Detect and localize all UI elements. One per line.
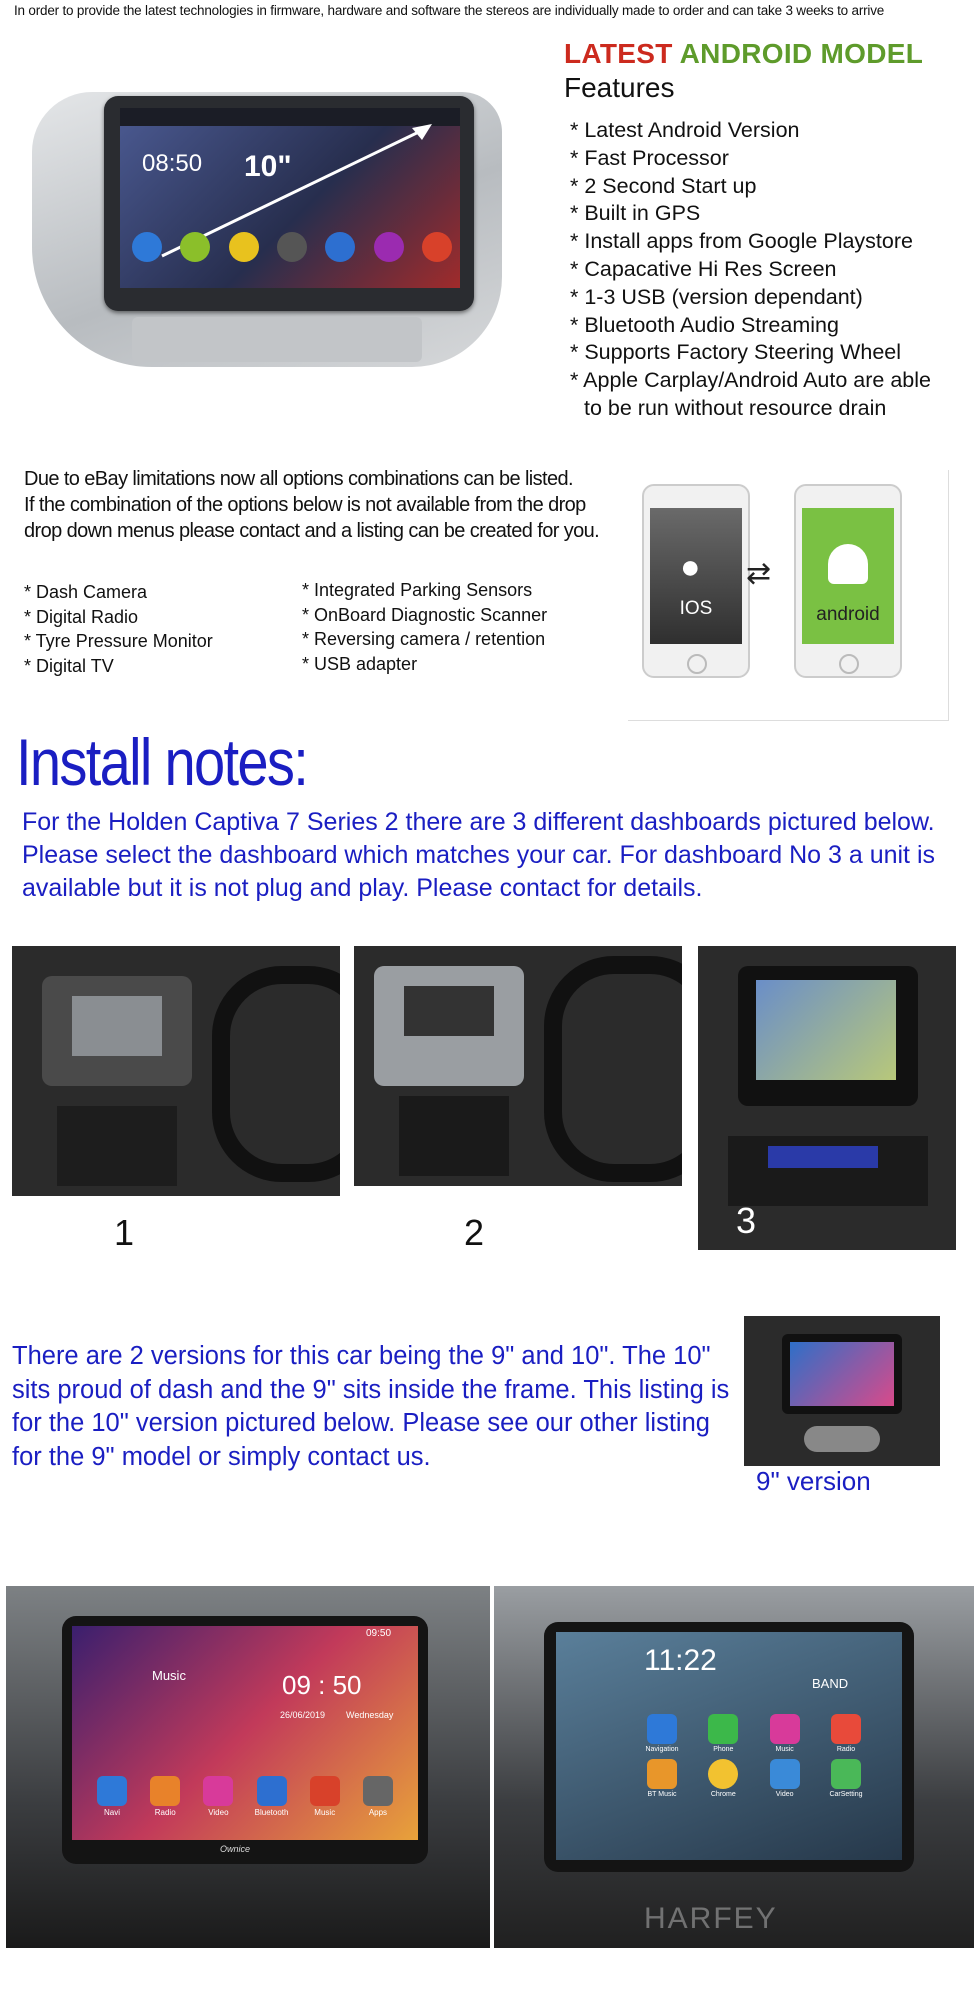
video-icon [374, 232, 404, 262]
phone-icon [708, 1714, 738, 1744]
ebay-line: drop down menus please contact and a listing can be created for you. [24, 520, 600, 542]
right-app-label: Navigation [645, 1746, 679, 1753]
left-app-row [90, 1776, 400, 1817]
ios-label: IOS [679, 598, 713, 619]
options-list-left [24, 580, 213, 678]
nine-inch-version-label: 9" version [756, 1466, 871, 1496]
ebay-line: If the combination of the options below is not available from the drop [24, 494, 586, 516]
screen-size-label: 10" [244, 150, 292, 183]
right-screen-clock: 11:22 [644, 1644, 717, 1677]
ios-phone [642, 484, 750, 678]
dashboard-number-1: 1 [114, 1212, 135, 1253]
settings-icon [422, 232, 452, 262]
right-app-label: Radio [836, 1746, 856, 1753]
bt-music-icon [647, 1759, 677, 1789]
android-robot-icon [828, 544, 868, 584]
feature-item: * Built in GPS [570, 201, 701, 226]
left-app-label: Apps [368, 1808, 388, 1817]
right-band-label: BAND [812, 1676, 849, 1691]
dashboard-number-3: 3 [736, 1200, 757, 1241]
dashboard-number-2: 2 [464, 1212, 485, 1253]
headline-latest: LATEST [564, 38, 673, 69]
screen-clock: 08:50 [142, 150, 203, 177]
left-screen-day: Wednesday [346, 1710, 394, 1720]
music-icon [770, 1714, 800, 1744]
right-app-grid [634, 1714, 874, 1798]
bluetooth-icon [325, 232, 355, 262]
android-label: android [816, 604, 880, 625]
hero-stereo-image [32, 92, 502, 367]
ios-android-image [628, 470, 949, 721]
apps-icon [277, 232, 307, 262]
right-app-label: Chrome [710, 1791, 736, 1798]
music-icon [229, 232, 259, 262]
harfey-watermark: HARFEY [644, 1902, 778, 1935]
left-brand-label: Ownice [220, 1844, 251, 1854]
left-screen-clock: 09 : 50 [282, 1670, 362, 1700]
feature-item: * Supports Factory Steering Wheel [570, 340, 902, 365]
ebay-line: Due to eBay limitations now all options combinations can be listed. [24, 468, 574, 490]
bluetooth-icon [257, 1776, 287, 1806]
headline-android-model: ANDROID MODEL [679, 38, 924, 69]
video-icon [770, 1759, 800, 1789]
apps-icon [363, 1776, 393, 1806]
dashboard-photo-1 [12, 946, 340, 1196]
music-icon [310, 1776, 340, 1806]
feature-item: * Capacative Hi Res Screen [570, 256, 837, 281]
feature-item: * Latest Android Version [570, 118, 800, 142]
options-list-right [302, 578, 547, 676]
feature-item: * Bluetooth Audio Streaming [570, 312, 839, 337]
left-app-label: Video [208, 1808, 229, 1817]
lower-dash-panel [132, 317, 422, 362]
left-music-label: Music [152, 1668, 186, 1683]
build-time-note: In order to provide the latest technologies in firmware, hardware and software the stereos are individually made to order and can take 3 weeks to arrive [14, 3, 885, 18]
option-item: * Reversing camera / retention [302, 629, 546, 649]
ten-inch-installed-photo-right [494, 1586, 974, 1948]
feature-item: * Fast Processor [570, 145, 729, 170]
features-headline [564, 38, 923, 70]
ebay-limitations-note [24, 466, 624, 544]
option-item: * OnBoard Diagnostic Scanner [302, 604, 548, 625]
feature-item: * 1-3 USB (version dependant) [570, 284, 863, 309]
feature-item: * Install apps from Google Playstore [570, 229, 913, 254]
right-app-label: Music [775, 1746, 794, 1753]
feature-item: * 2 Second Start up [570, 173, 757, 198]
navi-icon [97, 1776, 127, 1806]
right-app-label: Video [775, 1791, 794, 1798]
features-subtitle: Features [564, 72, 675, 103]
radio-icon [150, 1776, 180, 1806]
feature-item: * Apple Carplay/Android Auto are able [570, 368, 931, 393]
nine-inch-version-photo [744, 1316, 940, 1466]
left-app-label: Navi [103, 1808, 120, 1817]
car-setting-icon [831, 1759, 861, 1789]
features-list [570, 117, 931, 423]
left-app-label: Music [314, 1808, 336, 1817]
right-app-label: CarSetting [829, 1791, 863, 1798]
video-icon [203, 1776, 233, 1806]
navigation-icon [647, 1714, 677, 1744]
right-app-label: Phone [713, 1746, 734, 1753]
option-item: * Tyre Pressure Monitor [24, 631, 213, 651]
chrome-icon [708, 1759, 738, 1789]
navi-icon [132, 232, 162, 262]
left-app-label: Bluetooth [254, 1808, 289, 1817]
option-item: * Digital Radio [24, 606, 139, 627]
versions-text: There are 2 versions for this car being the 9" and 10". The 10" sits proud of dash and the 9" sits inside the frame. This listing is for the 10" version pictured below. Please see our other listing for the 9" model or simply contact us. [12, 1342, 730, 1471]
left-app-label: Radio [154, 1808, 176, 1817]
option-item: * USB adapter [302, 653, 418, 674]
left-screen-date: 26/06/2019 [280, 1710, 326, 1720]
option-item: * Digital TV [24, 655, 114, 676]
ten-inch-installed-photo-left [6, 1586, 490, 1948]
install-notes-text: For the Holden Captiva 7 Series 2 there are 3 different dashboards pictured below. Please select the dashboard which matches your car. For dashboard No 3 a unit is available but it is not plug and play. Please contact for details. [22, 808, 936, 902]
radio-icon [180, 232, 210, 262]
feature-item: to be run without resource drain [584, 395, 887, 420]
install-notes-title: Install notes: [16, 725, 308, 799]
dashboard-photo-2 [354, 946, 682, 1186]
left-status-time: 09:50 [366, 1628, 392, 1639]
radio-icon [831, 1714, 861, 1744]
right-app-label: BT Music [647, 1791, 677, 1798]
option-item: * Integrated Parking Sensors [302, 580, 533, 600]
app-icon-row [132, 232, 452, 264]
android-phone [794, 484, 902, 678]
apple-icon: ● [680, 548, 701, 586]
option-item: * Dash Camera [24, 582, 148, 602]
swap-arrows-icon: ⇄ [746, 557, 772, 590]
